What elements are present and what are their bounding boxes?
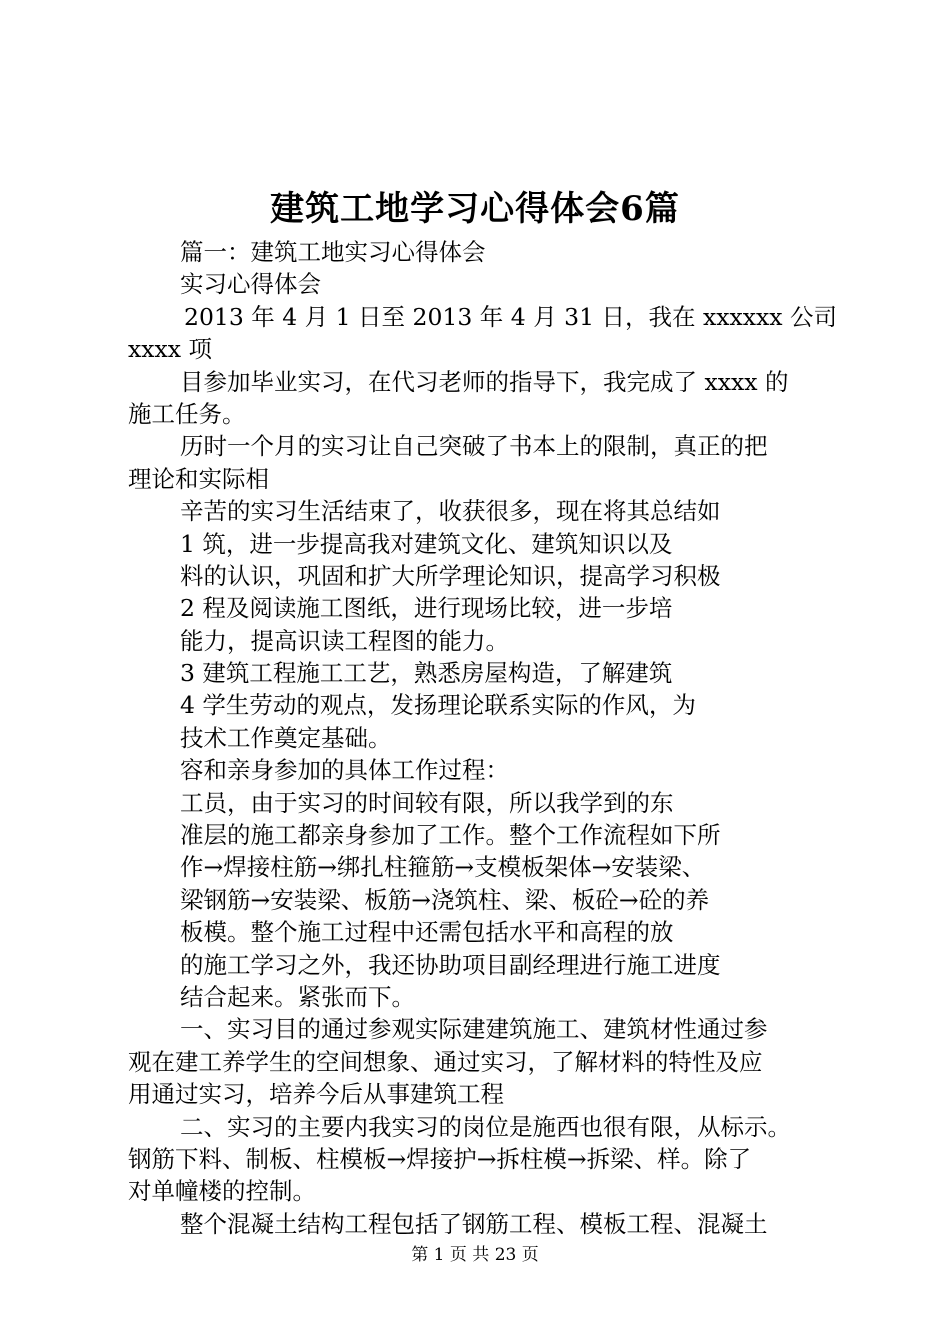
paragraph-line: 能力，提高识读工程图的能力。 [180, 626, 509, 655]
paragraph-line: 梁钢筋→安装梁、板筋→浇筑柱、梁、板砼→砼的养 [180, 885, 710, 914]
paragraph-line: 板模。整个施工过程中还需包括水平和高程的放 [180, 918, 674, 947]
paragraph-line: 工员，由于实习的时间较有限，所以我学到的东 [180, 788, 674, 817]
paragraph-line: 二、实习的主要内我实习的岗位是施西也很有限，从标示。 [180, 1112, 791, 1141]
document-title: 建筑工地学习心得体会6篇 [270, 189, 680, 229]
paragraph-line: 3 建筑工程施工工艺，熟悉房屋构造，了解建筑 [180, 659, 673, 688]
paragraph-line: 辛苦的实习生活结束了，收获很多，现在将其总结如 [180, 497, 721, 526]
paragraph-line: 一、实习目的通过参观实际建建筑施工、建筑材性通过参 [180, 1015, 768, 1044]
paragraph-line: 2013 年 4 月 1 日至 2013 年 4 月 31 日，我在 xxxxxx 公司 [184, 302, 837, 331]
paragraph-line: 技术工作奠定基础。 [180, 723, 392, 752]
paragraph-line: 结合起来。紧张而下。 [180, 982, 415, 1011]
paragraph-line: 料的认识，巩固和扩大所学理论知识，提高学习积极 [180, 561, 721, 590]
paragraph-line: 施工任务。 [128, 399, 246, 428]
paragraph-line: 准层的施工都亲身参加了工作。整个工作流程如下所 [180, 821, 721, 850]
paragraph-line: xxxx 项 [128, 335, 212, 364]
paragraph-line: 的施工学习之外，我还协助项目副经理进行施工进度 [180, 950, 721, 979]
paragraph-line: 2 程及阅读施工图纸，进行现场比较，进一步培 [180, 594, 673, 623]
paragraph-line: 目参加毕业实习，在代习老师的指导下，我完成了 xxxx 的 [180, 367, 789, 396]
paragraph-line: 1 筑，进一步提高我对建筑文化、建筑知识以及 [180, 529, 673, 558]
paragraph-line: 实习心得体会 [180, 270, 321, 299]
page-number: 第 1 页 共 23 页 [411, 1245, 539, 1265]
document-body [128, 236, 848, 1240]
paragraph-line: 用通过实习，培养今后从事建筑工程 [128, 1080, 504, 1109]
paragraph-line: 作→焊接柱筋→绑扎柱箍筋→支模板架体→安装梁、 [180, 853, 706, 882]
paragraph-line: 钢筋下料、制板、柱模板→焊接护→拆柱模→拆梁、样。除了 [128, 1144, 752, 1173]
paragraph-line: 观在建工养学生的空间想象、通过实习，了解材料的特性及应 [128, 1047, 763, 1076]
paragraph-line: 对单幢楼的控制。 [128, 1177, 316, 1206]
paragraph-line: 篇一：建筑工地实习心得体会 [180, 238, 486, 266]
paragraph-line: 理论和实际相 [128, 464, 269, 493]
paragraph-line: 容和亲身参加的具体工作过程： [180, 756, 509, 785]
paragraph-line: 4 学生劳动的观点，发扬理论联系实际的作风，为 [180, 691, 696, 720]
paragraph-line: 整个混凝土结构工程包括了钢筋工程、模板工程、混凝土 [180, 1209, 768, 1238]
paragraph-line: 历时一个月的实习让自己突破了书本上的限制，真正的把 [180, 432, 768, 461]
